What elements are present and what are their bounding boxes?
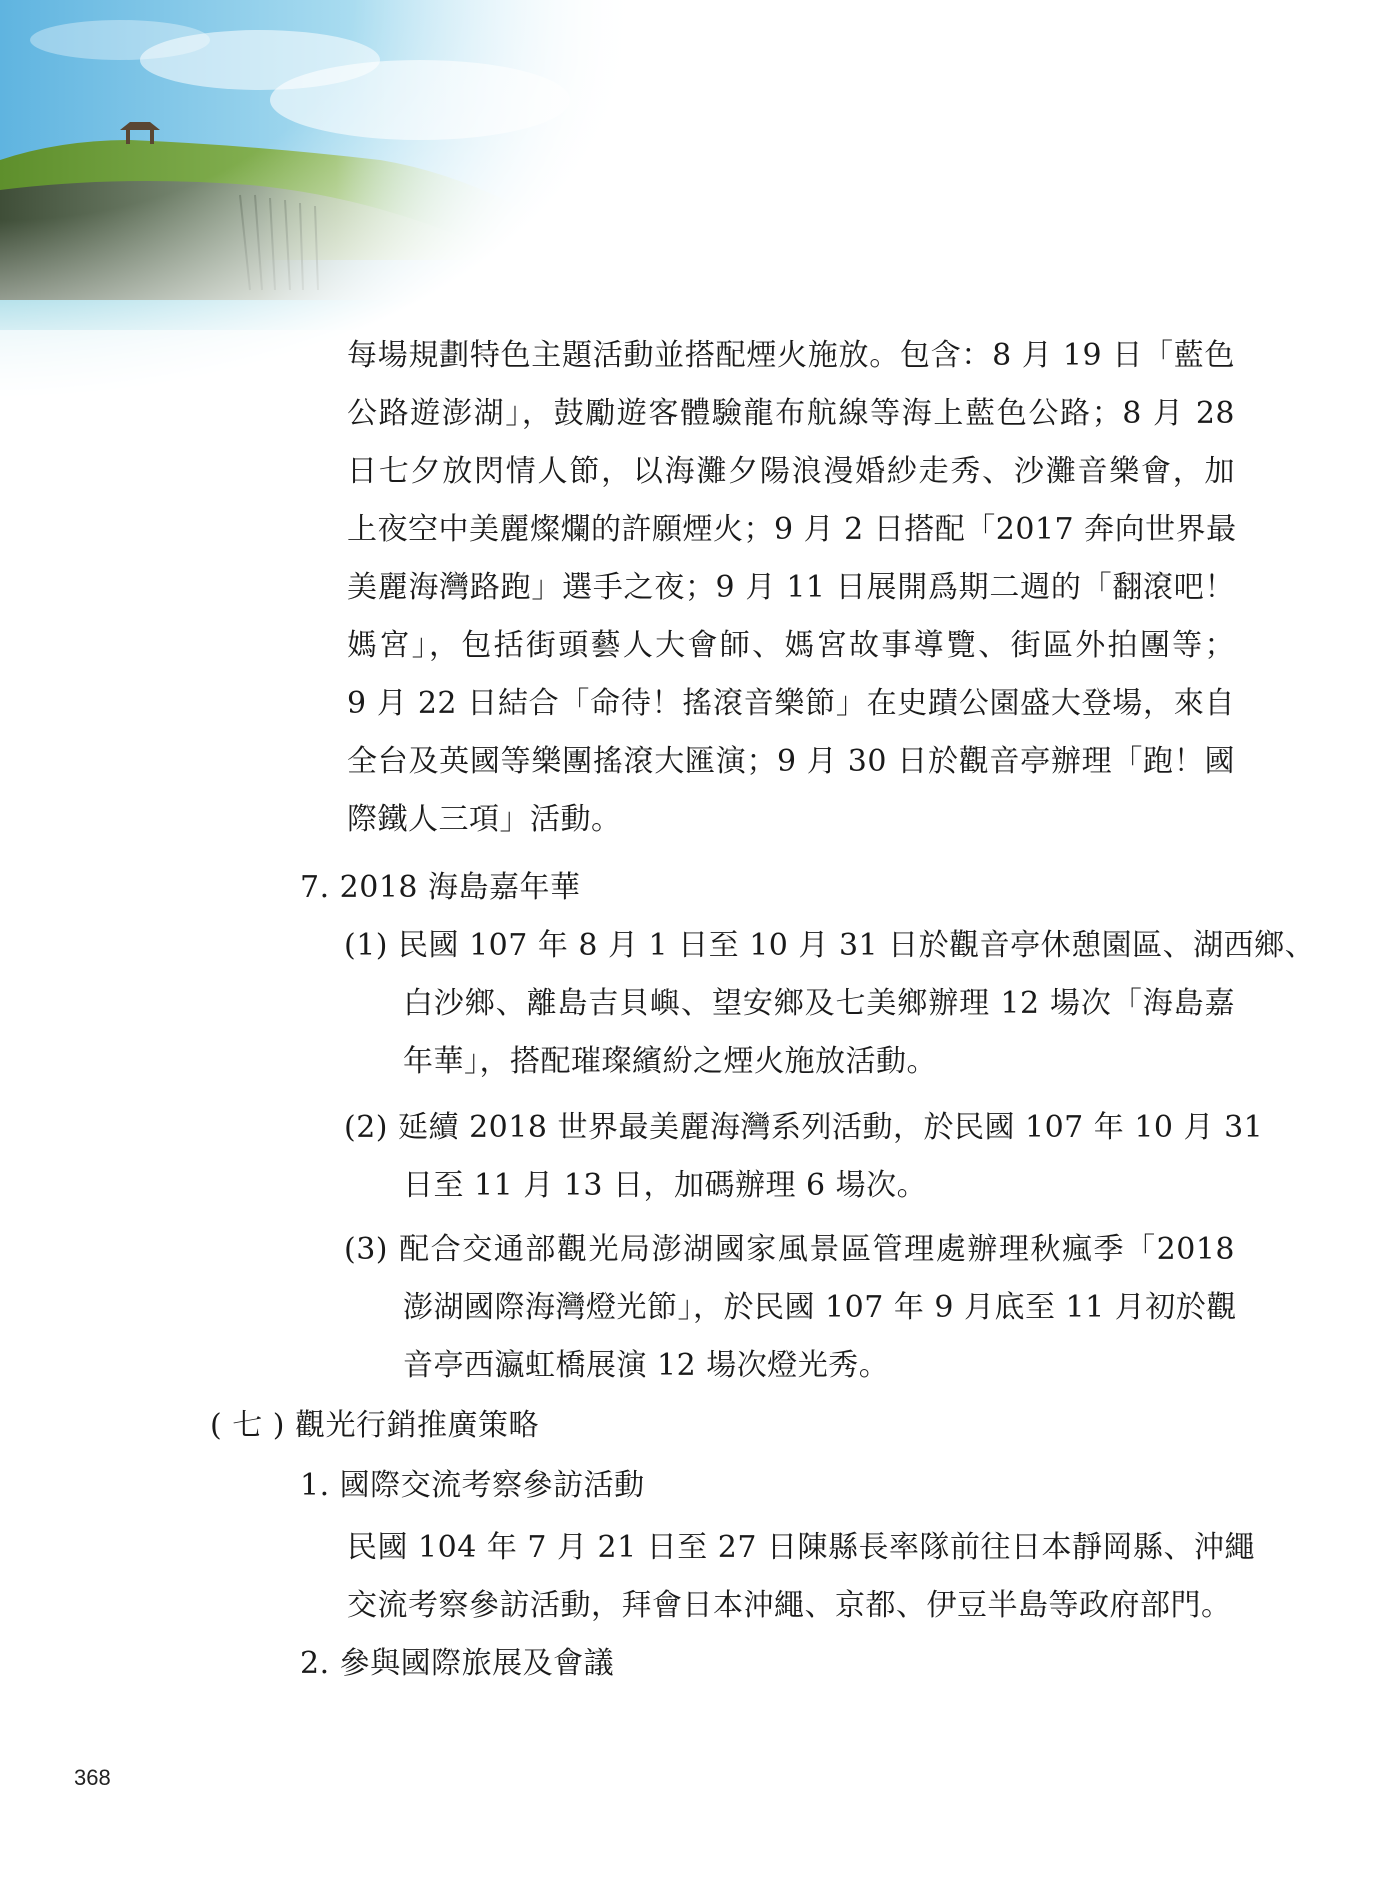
subitem-line: (3) 配合交通部觀光局澎湖國家風景區管理處辦理秋瘋季「2018 <box>344 1232 1235 1267</box>
subitem-line: 日至 11 月 13 日，加碼辦理 6 場次。 <box>403 1168 928 1203</box>
section-heading: ( 七 ) 觀光行銷推廣策略 <box>210 1408 540 1443</box>
paragraph-line: 交流考察參訪活動，拜會日本沖繩、京都、伊豆半島等政府部門。 <box>347 1588 1232 1623</box>
paragraph-line: 全台及英國等樂團搖滾大匯演；9 月 30 日於觀音亭辦理「跑！國 <box>347 744 1235 779</box>
paragraph-line: 際鐵人三項」活動。 <box>347 802 622 837</box>
paragraph-line: 民國 104 年 7 月 21 日至 27 日陳縣長率隊前往日本靜岡縣、沖繩 <box>347 1530 1255 1565</box>
paragraph-line: 日七夕放閃情人節，以海灘夕陽浪漫婚紗走秀、沙灘音樂會，加 <box>347 454 1235 489</box>
subitem-line: 澎湖國際海灣燈光節」，於民國 107 年 9 月底至 11 月初於觀 <box>403 1290 1237 1325</box>
paragraph-line: 公路遊澎湖」，鼓勵遊客體驗龍布航線等海上藍色公路；8 月 28 <box>347 396 1235 431</box>
item-heading: 2. 參與國際旅展及會議 <box>300 1646 615 1681</box>
paragraph-line: 9 月 22 日結合「命待！搖滾音樂節」在史蹟公園盛大登場，來自 <box>347 686 1235 721</box>
page-number: 368 <box>74 1765 111 1790</box>
paragraph-line: 上夜空中美麗燦爛的許願煙火；9 月 2 日搭配「2017 奔向世界最 <box>347 512 1237 547</box>
subitem-line: 白沙鄉、離島吉貝嶼、望安鄉及七美鄉辦理 12 場次「海島嘉 <box>403 986 1235 1021</box>
subitem-line: (1) 民國 107 年 8 月 1 日至 10 月 31 日於觀音亭休憩園區、湖西鄉、 <box>344 928 1316 963</box>
paragraph-line: 美麗海灣路跑」選手之夜；9 月 11 日展開爲期二週的「翻滾吧！ <box>347 570 1235 605</box>
paragraph-line: 媽宮」，包括街頭藝人大會師、媽宮故事導覽、街區外拍團等； <box>347 628 1235 663</box>
item-heading: 7. 2018 海島嘉年華 <box>300 870 581 905</box>
paragraph-line: 每場規劃特色主題活動並搭配煙火施放。包含：8 月 19 日「藍色 <box>347 338 1235 373</box>
subitem-line: 音亭西瀛虹橋展演 12 場次燈光秀。 <box>403 1348 890 1383</box>
subitem-line: 年華」，搭配璀璨繽紛之煙火施放活動。 <box>403 1044 937 1079</box>
item-heading: 1. 國際交流考察參訪活動 <box>300 1468 645 1503</box>
subitem-line: (2) 延續 2018 世界最美麗海灣系列活動，於民國 107 年 10 月 31 <box>344 1110 1264 1145</box>
